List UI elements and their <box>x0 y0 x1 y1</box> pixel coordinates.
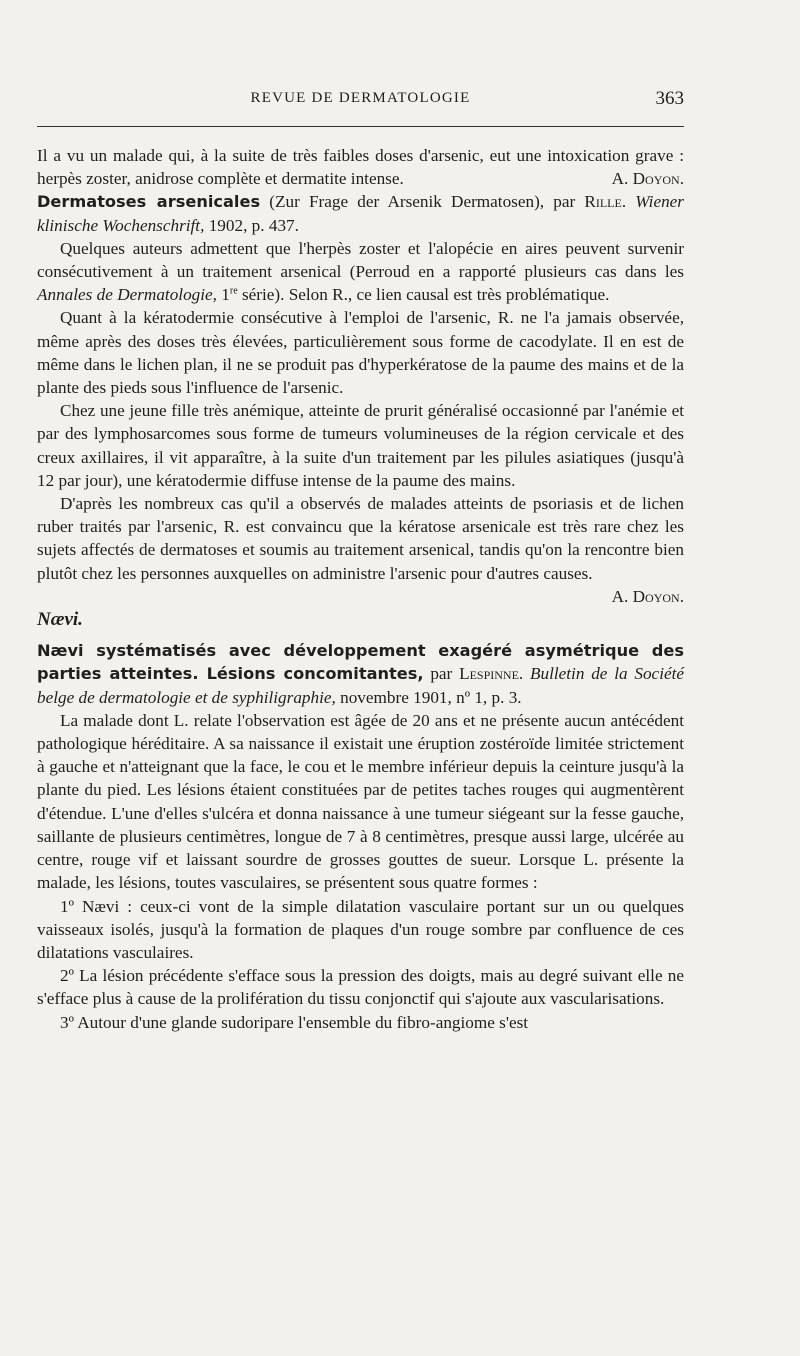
article-title: Nævi systématisés avec développement exagéré asymétrique des parties atteintes. Lésions concomitantes, <box>37 641 684 684</box>
section-heading: Nævi. <box>37 609 83 631</box>
article-subtitle: (Zur Frage der Arsenik Dermatosen), par <box>260 192 585 212</box>
paragraph-11: 3º Autour d'une glande sudoripare l'ensemble du fibro-angiome s'est <box>60 1012 529 1032</box>
article-reference-1 <box>37 190 684 236</box>
article-title: Dermatoses arsenicales <box>37 192 261 212</box>
paragraph-9: 1º Nævi : ceux-ci vont de la simple dilatation vasculaire portant sur un ou quelques vaisseaux isolés, jusqu'à la formation de plaques d'un rouge sombre par confluence de ces dilatations vasculaires. <box>37 896 684 962</box>
page-body <box>37 144 684 1034</box>
paragraph-4: Quant à la kératodermie consécutive à l'emploi de l'arsenic, R. ne l'a jamais observée, même après des doses très élevées, particulièrement sous forme de cacodylate. Il en est de même dans le lichen plan, il ne se produit pas d'hyperkératose de la paume des mains et de la plante des pieds sous l'influence de l'arsenic. <box>37 308 684 398</box>
citation: 1902, p. 437. <box>204 215 299 235</box>
text-span: par <box>423 664 460 684</box>
paragraph-5: Chez une jeune fille très anémique, atteinte de prurit généralisé occasionné par l'anémie et par des lymphosarcomes sous forme de tumeurs volumineuses de la région cervicale et des creux axillaires, il vit apparaître, à la suite d'un traitement par les pilules asiatiques (jusqu'à 12 par jour), une kératodermie diffuse intense de la paume des mains. <box>37 401 684 490</box>
superscript: re <box>229 285 238 297</box>
citation: novembre 1901, nº 1, p. 3. <box>335 687 522 707</box>
page-number: 363 <box>655 88 684 109</box>
paragraph-6 <box>37 492 684 606</box>
paragraph-8: La malade dont L. relate l'observation est âgée de 20 ans et ne présente aucun antécédent pathologique héréditaire. A sa naissance il existait une éruption zostéroïde limitée strictement à gauche et n'atteignant que la face, le cou et le membre inférieur depuis la ceinture jusqu'à la plante du pied. Les lésions étaient constituées par de petites taches rouges qui augmentèrent d'étendue. L'une d'elles s'ulcéra et donna naissance à une tumeur siégeant sur la fesse gauche, saillante de plusieurs centimètres, longue de 7 à 8 centimètres, presque aussi large, ulcérée au centre, rouge vif et laissant sourdre de grosses gouttes de sueur. Lorsque L. présente la malade, les lésions, toutes vasculaires, se présentent sous quatre formes : <box>37 710 684 893</box>
text-span: série). Selon R., ce lien causal est très problématique. <box>237 285 610 305</box>
signature: A. Doyon. <box>611 169 684 189</box>
author: Lespinne. <box>459 664 524 684</box>
article-reference-2 <box>37 639 684 709</box>
paragraph-1 <box>37 144 684 190</box>
paragraph-1-text: Il a vu un malade qui, à la suite de très faibles doses d'arsenic, eut une intoxication grave : herpès zoster, anidrose complète et dermatite intense. <box>37 146 684 189</box>
paragraph-3 <box>37 237 684 307</box>
text-span: 1 <box>216 285 230 305</box>
author: Rille. <box>584 192 627 212</box>
header-rule <box>37 126 684 127</box>
journal: Bulletin de la Société belge de dermatologie et de syphiligraphie, <box>37 664 684 707</box>
journal: Wiener klinische Wochenschrift, <box>37 192 684 235</box>
paragraph-6-text: D'après les nombreux cas qu'il a observés de malades atteints de psoriasis et de lichen ruber traités par l'arsenic, R. est convaincu que la kératose arsenicale est très rare chez les sujets affectés de dermatoses et soumis au traitement arsenical, tandis qu'on la rencontre bien plutôt chez les personnes auxquelles on administre l'arsenic pour d'autres causes. <box>37 494 684 583</box>
journal: Annales de Dermatologie, <box>37 285 217 305</box>
text-span: Quelques auteurs admettent que l'herpès zoster et l'alopécie en aires peuvent survenir consécutivement à un traitement arsenical (Perroud en a rapporté plusieurs cas dans les <box>37 238 684 282</box>
running-title: REVUE DE DERMATOLOGIE <box>250 90 471 106</box>
page-header <box>37 88 684 112</box>
paragraph-10: 2º La lésion précédente s'efface sous la pression des doigts, mais au degré suivant elle ne s'efface plus à cause de la prolifération du tissu conjonctif qui s'ajoute aux vascularisations. <box>37 966 684 1009</box>
signature: A. Doyon. <box>611 586 684 606</box>
